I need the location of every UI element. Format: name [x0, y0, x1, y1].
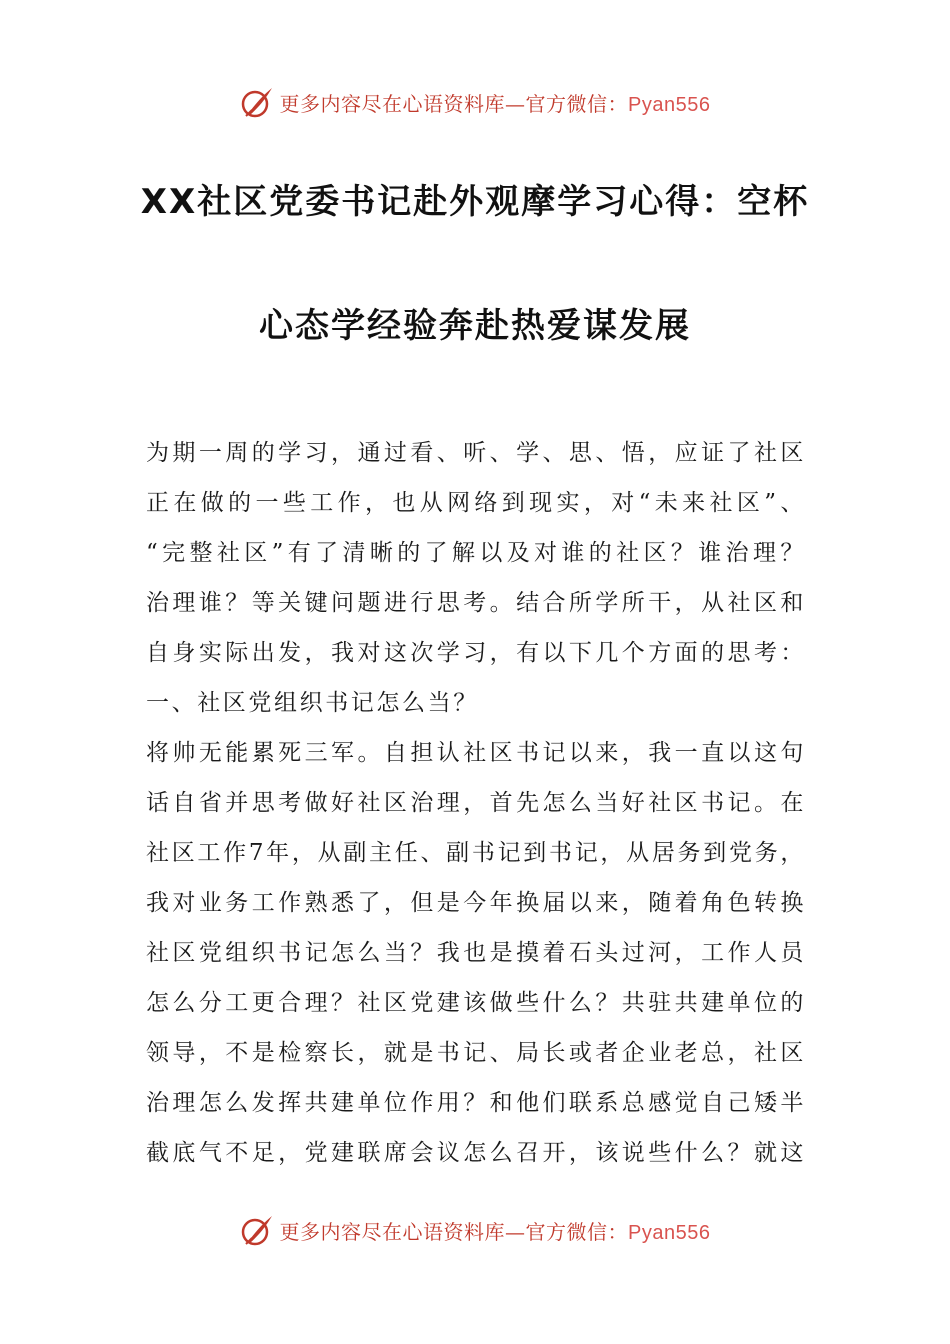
watermark-text — [280, 88, 711, 117]
paragraph-line: 自身实际出发，我对这次学习，有以下几个方面的思考： — [146, 640, 806, 666]
paragraph-line: 截底气不足，党建联席会议怎么召开，该说些什么？就这 — [146, 1140, 806, 1166]
paragraph-line: 治理谁？等关键问题进行思考。结合所学所干，从社区和 — [146, 590, 806, 616]
section-heading: 一、社区党组织书记怎么当？ — [146, 690, 479, 716]
paragraph-line: 社区党组织书记怎么当？我也是摸着石头过河，工作人员 — [146, 940, 806, 966]
paragraph-line: 社区工作7年，从副主任、副书记到书记，从居务到党务， — [146, 840, 806, 866]
paragraph-line: 为期一周的学习，通过看、听、学、思、悟，应证了社区 — [146, 440, 806, 466]
watermark-label: 更多内容尽在心语资料库—官方微信： — [279, 1219, 629, 1244]
document-title-line-1: XX社区党委书记赴外观摩学习心得：空杯 — [140, 182, 810, 222]
watermark-banner-top — [0, 80, 950, 124]
paragraph-line: 正在做的一些工作，也从网络到现实，对“未来社区”、 — [146, 490, 806, 516]
quill-logo-icon — [240, 84, 276, 120]
paragraph-line: 治理怎么发挥共建单位作用？和他们联系总感觉自己矮半 — [146, 1090, 806, 1116]
paragraph-line: 将帅无能累死三军。自担认社区书记以来，我一直以这句 — [146, 740, 806, 766]
watermark-label: 更多内容尽在心语资料库—官方微信： — [279, 91, 629, 116]
quill-logo-icon — [240, 1212, 276, 1248]
paragraph-line: 怎么分工更合理？社区党建该做些什么？共驻共建单位的 — [146, 990, 806, 1016]
watermark-text — [280, 1216, 711, 1245]
paragraph-line: 领导，不是检察长，就是书记、局长或者企业老总，社区 — [146, 1040, 806, 1066]
document-body — [146, 428, 806, 1178]
paragraph-line: “完整社区”有了清晰的了解以及对谁的社区？谁治理？ — [146, 540, 806, 566]
watermark-banner-bottom — [0, 1208, 950, 1252]
paragraph-line: 我对业务工作熟悉了，但是今年换届以来，随着角色转换 — [146, 890, 806, 916]
paragraph-line: 话自省并思考做好社区治理，首先怎么当好社区书记。在 — [146, 790, 806, 816]
wechat-id: Pyan556 — [628, 1221, 711, 1244]
wechat-id: Pyan556 — [628, 93, 711, 116]
document-title-line-2: 心态学经验奔赴热爱谋发展 — [259, 306, 691, 346]
